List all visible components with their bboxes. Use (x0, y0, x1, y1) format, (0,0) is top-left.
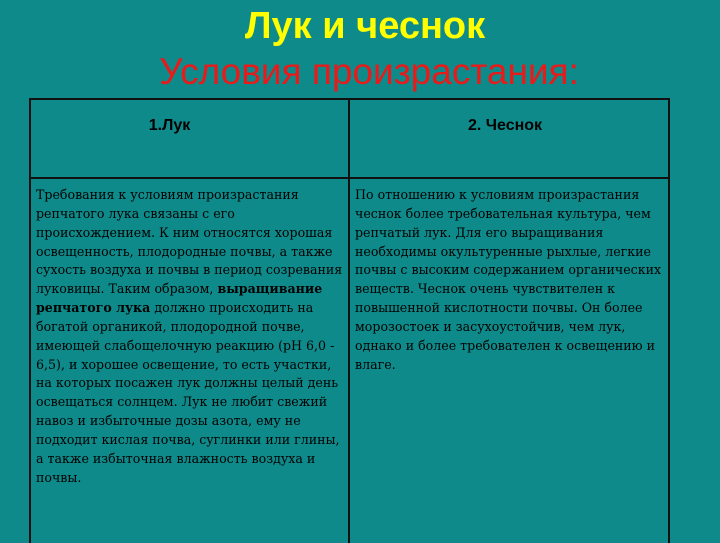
onion-text-part2: должно происходить на богатой органикой, плодородной почве, имеющей слабощелочную реакцию (рН 6,0 - 6,5), и хорошее освещение, то есть участки, на которых посажен лук должны целый день освещаться солнцем. Лук не любит свежий навоз и избыточные дозы азота, ему не подходит кислая почва, суглинки или глины, а также избыточная влажность воздуха и почвы. (36, 300, 340, 485)
column-divider (348, 100, 350, 543)
garlic-conditions-text: По отношению к условиям произрастания чеснок более требовательная культура, чем репчатый лук. Для его выращивания необходимы окультуренные рыхлые, легкие почвы с высоким содержанием органических веществ. Чеснок очень чувствителен к повышенной кислотности почвы. Он более морозостоек и засухоустойчив, чем лук, однако и более требователен к освещению и влаге. (355, 187, 662, 372)
onion-text-bold: выращивание репчатого лука (36, 281, 323, 316)
header-onion: 1.Лук (148, 117, 191, 134)
onion-text-part1: Требования к условиям произрастания репчатого лука связаны с его происхождением. К ним относятся хорошая освещенность, плодородные почвы, а также сухость воздуха и почвы в период созревания луковицы. Таким образом, (36, 187, 343, 297)
header-divider (31, 177, 668, 179)
slide-subtitle: Условия произрастания: (159, 51, 579, 92)
onion-conditions-text (36, 186, 344, 488)
slide-title: Лук и чеснок (244, 5, 486, 47)
header-garlic: 2. Чеснок (467, 117, 543, 134)
comparison-table (29, 98, 670, 543)
